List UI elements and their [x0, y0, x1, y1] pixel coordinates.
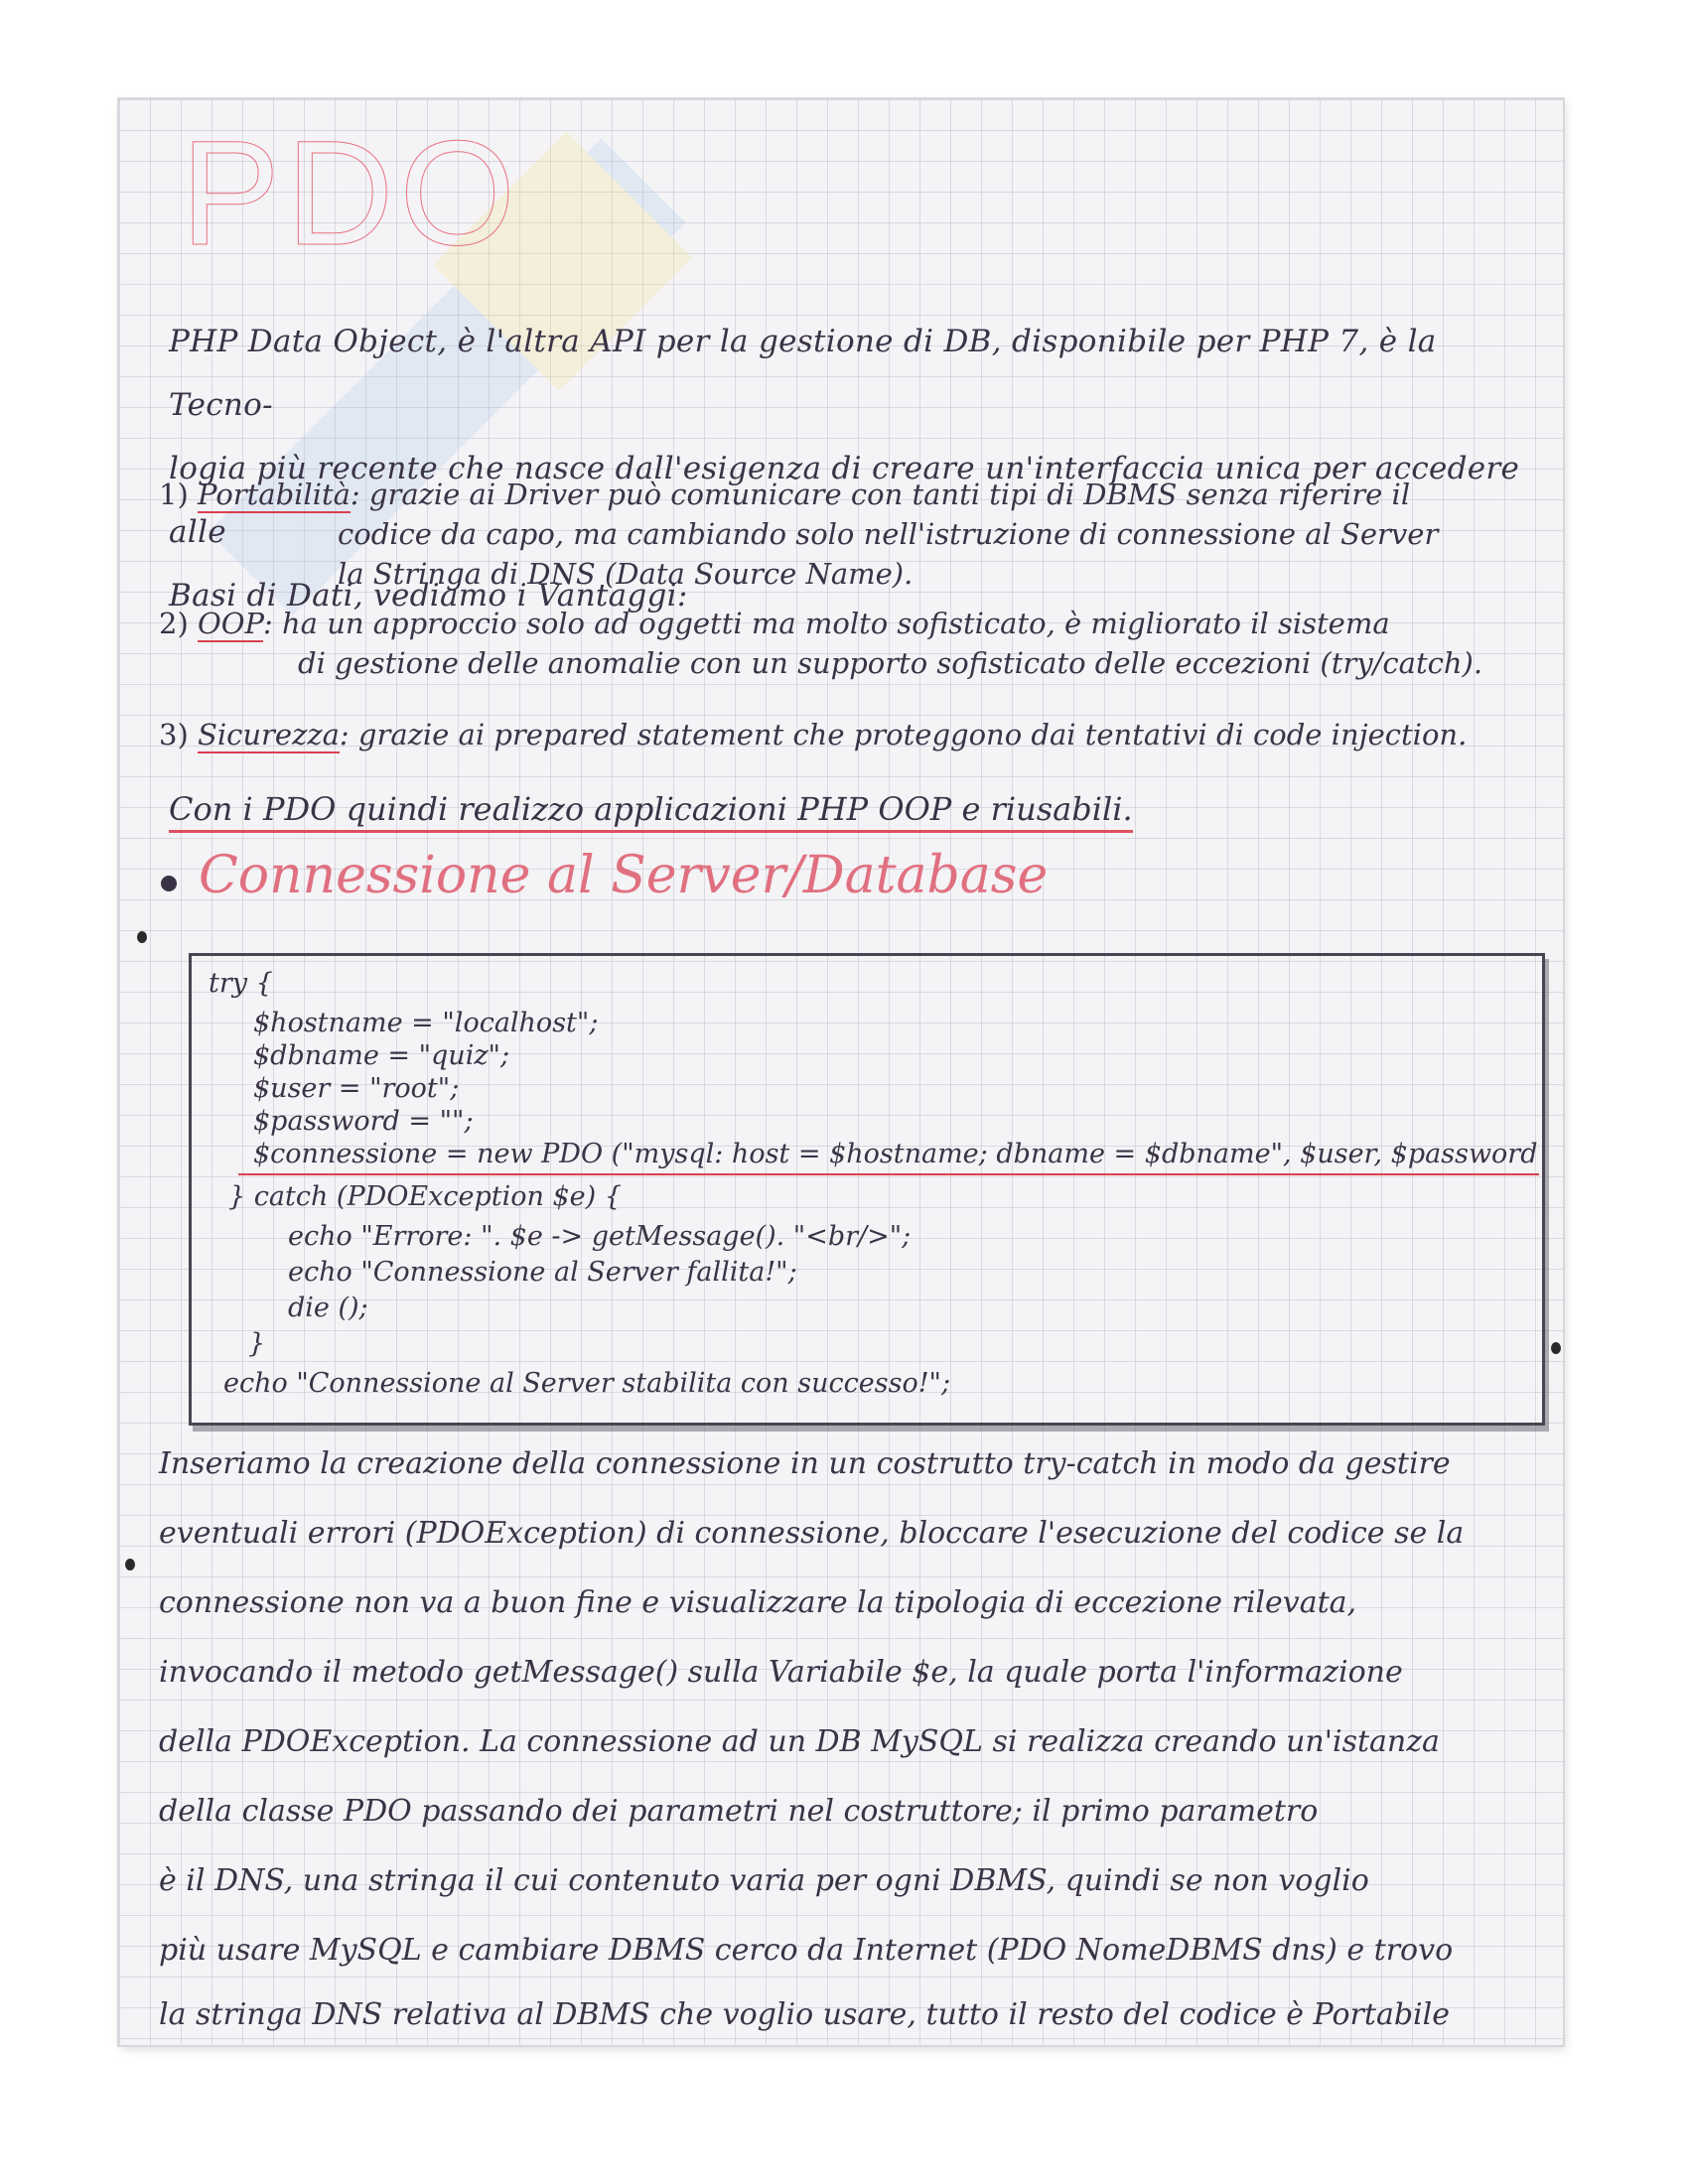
advantage-text: codice da capo, ma cambiando solo nell'istruzione di connessione al Server — [338, 517, 1439, 551]
body-line: della PDOException. La connessione ad un DB MySQL si realizza creando un'istanza — [159, 1724, 1440, 1759]
code-line: $dbname = "quiz"; — [253, 1040, 510, 1071]
code-line: $connessione = new PDO ("mysql: host = $hostname; dbname = $dbname", $user, $password — [253, 1139, 1538, 1169]
advantage-item — [159, 604, 1529, 683]
code-line: try { — [209, 968, 273, 999]
code-line: $hostname = "localhost"; — [253, 1008, 599, 1038]
advantage-text: : ha un approccio solo ad oggetti ma molto sofisticato, è migliorato il sistema — [263, 607, 1390, 640]
advantage-text: : grazie ai prepared statement che proteggono dai tentativi di code injection. — [339, 718, 1468, 751]
advantage-text: di gestione delle anomalie con un supporto sofisticato delle eccezioni (try/catch). — [298, 646, 1483, 680]
body-line: eventuali errori (PDOException) di connessione, bloccare l'esecuzione del codice se la — [159, 1516, 1465, 1551]
body-line: invocando il metodo getMessage() sulla Variabile $e, la quale porta l'informazione — [159, 1655, 1403, 1690]
advantage-name: Sicurezza — [197, 718, 340, 751]
code-line: echo "Errore: ". $e -> getMessage(). "<br/>"; — [288, 1221, 912, 1252]
code-line: $user = "root"; — [253, 1073, 460, 1104]
advantage-number: 3) — [159, 718, 189, 751]
code-line: echo "Connessione al Server fallita!"; — [288, 1257, 797, 1288]
advantage-item — [159, 475, 1529, 594]
intro-line: Basi di Dati, vediamo i Vantaggi: — [169, 578, 688, 614]
binder-hole-icon — [137, 931, 147, 943]
code-line: $password = ""; — [253, 1106, 474, 1137]
binder-hole-icon — [1551, 1342, 1561, 1354]
advantage-item — [159, 715, 1529, 754]
body-line: connessione non va a buon fine e visualizzare la tipologia di eccezione rilevata, — [159, 1585, 1357, 1620]
body-line: più usare MySQL e cambiare DBMS cerco da Internet (PDO NomeDBMS dns) e trovo — [159, 1933, 1454, 1968]
bullet-icon — [161, 876, 177, 891]
code-line: } catch (PDOException $e) { — [228, 1181, 622, 1212]
notebook-page — [119, 99, 1563, 2045]
code-line: die (); — [288, 1293, 368, 1323]
body-line: della classe PDO passando dei parametri nel costruttore; il primo parametro — [159, 1794, 1319, 1829]
advantage-name: OOP — [197, 607, 264, 640]
advantage-number: 1) — [159, 478, 189, 511]
body-line: la stringa DNS relativa al DBMS che voglio usare, tutto il resto del codice è Portabile — [159, 1997, 1450, 2032]
intro-line: PHP Data Object, è l'altra API per la gestione di DB, disponibile per PHP 7, è la Tecno- — [169, 324, 1437, 423]
advantage-text: : grazie ai Driver può comunicare con tanti tipi di DBMS senza riferire il — [350, 478, 1411, 511]
advantage-text: la Stringa di DNS (Data Source Name). — [338, 557, 914, 591]
intro-line: logia più recente che nasce dall'esigenza di creare un'interfaccia unica per accedere alle — [169, 451, 1520, 550]
advantage-name: Portabilità — [197, 478, 351, 511]
red-underline — [238, 1173, 1539, 1175]
conclusion — [169, 784, 1529, 834]
section-title: Connessione al Server/Database — [199, 846, 1049, 905]
binder-hole-icon — [125, 1559, 135, 1570]
body-line: Inseriamo la creazione della connessione in un costrutto try-catch in modo da gestire — [159, 1446, 1451, 1481]
conclusion-text: Con i PDO quindi realizzo applicazioni PHP OOP e riusabili. — [169, 790, 1133, 833]
advantage-number: 2) — [159, 607, 189, 640]
body-line: è il DNS, una stringa il cui contenuto varia per ogni DBMS, quindi se non voglio — [159, 1863, 1369, 1898]
page-title: PDO — [181, 109, 522, 276]
code-line: echo "Connessione al Server stabilita con successo!"; — [223, 1368, 951, 1399]
code-line: } — [248, 1328, 266, 1359]
